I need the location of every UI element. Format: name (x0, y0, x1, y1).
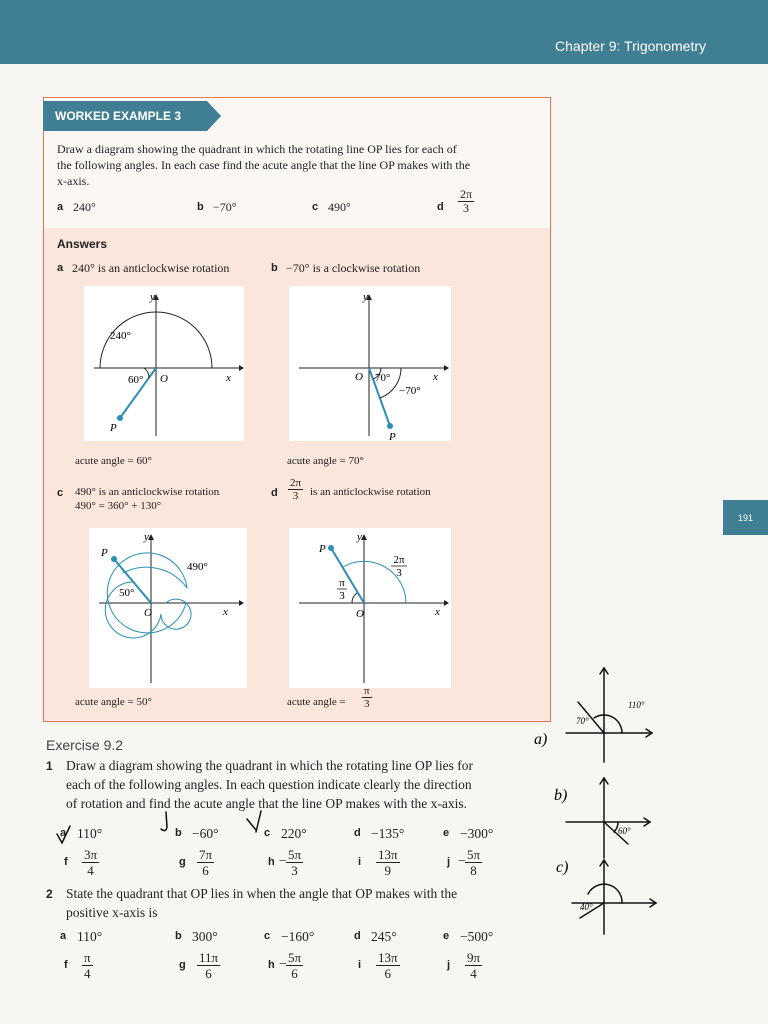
denominator: 3 (292, 490, 299, 502)
hw-note-a1: 110° (628, 700, 645, 710)
angle-acute-label: 50° (119, 587, 135, 599)
denominator: 6 (384, 966, 392, 981)
x-label: x (223, 606, 228, 618)
checkmark-icon (256, 811, 261, 832)
p-label: P (389, 431, 396, 441)
item-value: −60° (192, 826, 219, 841)
answer-a-text: 240° is an anticlockwise rotation (72, 261, 230, 275)
hw-label-c: c) (556, 859, 569, 876)
question-line-2: the following angles. In each case find the acute angle that the line OP makes with the (57, 158, 471, 172)
answer-c-text: 490° is an anticlockwise rotation (75, 486, 220, 498)
acute-num-label: π (339, 577, 345, 589)
item-value: −135° (371, 826, 405, 841)
item-sign: − (279, 853, 287, 868)
item-sign: − (279, 956, 287, 971)
question-line-1: Draw a diagram showing the quadrant in which the rotating line OP lies for each of (57, 142, 457, 156)
item-letter: f (64, 856, 68, 868)
page-number: 191 (723, 500, 768, 535)
answer-a-letter: a (57, 262, 64, 274)
rot-den-label: 3 (396, 567, 402, 579)
hw-note-b: 60° (618, 826, 631, 836)
part-a-letter: a (57, 201, 64, 213)
item-value: 110° (77, 826, 103, 841)
q1-line-2: each of the following angles. In each question indicate clearly the direction (66, 777, 472, 792)
item-letter: i (358, 959, 362, 971)
q1-line-3: of rotation and find the acute angle that the line OP makes with the x-axis. (66, 796, 468, 811)
answer-c-text2: 490° = 360° + 130° (75, 500, 162, 512)
y-label: y (144, 531, 149, 543)
q2-line-2: positive x-axis is (66, 905, 158, 920)
numerator: 2π (460, 187, 473, 201)
denominator: 4 (84, 966, 91, 981)
numerator: 13π (378, 950, 398, 965)
numerator: π (84, 950, 91, 965)
checkmark-icon (57, 826, 70, 843)
origin-label: O (356, 608, 364, 620)
denominator: 9 (384, 863, 392, 878)
numerator: 5π (288, 950, 302, 965)
x-label: x (226, 372, 231, 384)
item-letter: a (60, 930, 67, 942)
angle-big-label: 240° (110, 330, 131, 342)
item-value: 245° (371, 929, 397, 944)
y-label: y (357, 531, 362, 543)
item-letter: h (268, 959, 275, 971)
origin-label: O (160, 373, 168, 385)
item-letter: c (264, 827, 271, 839)
denominator: 6 (202, 863, 209, 878)
answer-b-text: −70° is a clockwise rotation (286, 261, 421, 275)
item-letter: e (443, 827, 450, 839)
item-letter: h (268, 856, 275, 868)
item-letter: b (175, 930, 182, 942)
x-label: x (435, 606, 440, 618)
hw-note-a2: 70° (576, 716, 589, 726)
y-label: y (363, 291, 368, 303)
numerator: 13π (378, 847, 398, 862)
q2-line-1: State the quadrant that OP lies in when the angle that OP makes with the (66, 886, 458, 901)
part-a-value: 240° (73, 200, 96, 214)
item-value: 110° (77, 929, 103, 944)
p-label: P (319, 543, 326, 555)
item-letter: d (354, 827, 361, 839)
item-letter: g (179, 959, 186, 971)
question-line-3: x-axis. (57, 174, 90, 188)
answer-b-letter: b (271, 262, 278, 274)
checkmark-icon (247, 819, 256, 830)
item-letter: b (175, 827, 182, 839)
answer-c-letter: c (57, 487, 64, 499)
worked-example-tab: WORKED EXAMPLE 3 (43, 101, 207, 131)
origin-label: O (355, 371, 363, 383)
numerator: 5π (467, 847, 481, 862)
q2-number: 2 (46, 887, 53, 901)
item-letter: j (447, 959, 451, 971)
item-sign: − (458, 853, 466, 868)
item-value: −160° (281, 929, 315, 944)
numerator: 11π (199, 950, 219, 965)
item-value: −500° (460, 929, 494, 944)
item-letter: a (60, 827, 67, 839)
x-label: x (433, 371, 438, 383)
item-letter: e (443, 930, 450, 942)
angle-rot-label: −70° (399, 385, 421, 397)
item-letter: c (264, 930, 271, 942)
item-letter: g (179, 856, 186, 868)
denominator: 8 (470, 863, 477, 878)
origin-label: O (144, 607, 152, 619)
exercise-title: Exercise 9.2 (46, 737, 124, 753)
numerator: π (364, 685, 370, 697)
part-d-letter: d (437, 201, 444, 213)
item-letter: f (64, 959, 68, 971)
rot-num-label: 2π (393, 554, 405, 566)
hw-label-a: a) (534, 731, 548, 748)
denominator: 6 (205, 966, 212, 981)
angle-big-label: 490° (187, 561, 208, 573)
part-c-letter: c (312, 201, 319, 213)
denominator: 3 (463, 201, 470, 215)
denominator: 3 (364, 698, 370, 710)
denominator: 3 (291, 863, 298, 878)
answer-d-text: is an anticlockwise rotation (310, 486, 431, 498)
answer-a-acute: acute angle = 60° (75, 455, 152, 467)
numerator: 9π (467, 950, 481, 965)
p-label: P (110, 422, 117, 434)
y-label: y (150, 291, 155, 303)
part-c-value: 490° (328, 200, 351, 214)
chapter-title: Chapter 9: Trigonometry (555, 38, 706, 54)
numerator: 3π (84, 847, 98, 862)
item-letter: j (447, 856, 451, 868)
q1-number: 1 (46, 759, 53, 773)
answers-title: Answers (57, 237, 108, 251)
item-value: −300° (460, 826, 494, 841)
denominator: 6 (291, 966, 298, 981)
denominator: 4 (87, 863, 94, 878)
q1-line-1: Draw a diagram showing the quadrant in which the rotating line OP lies for (66, 758, 474, 773)
part-b-letter: b (197, 201, 204, 213)
item-value: 220° (281, 826, 307, 841)
hw-label-b: b) (554, 787, 568, 804)
part-b-value: −70° (213, 200, 237, 214)
item-letter: i (358, 856, 362, 868)
angle-acute-label: 70° (375, 372, 391, 384)
p-label: P (101, 547, 108, 559)
answer-d-letter: d (271, 487, 278, 499)
denominator: 4 (470, 966, 477, 981)
numerator: 7π (199, 847, 213, 862)
hw-note-c: 40° (580, 902, 593, 912)
checkmark-icon (161, 812, 167, 831)
numerator: 5π (288, 847, 302, 862)
numerator: 2π (290, 477, 302, 489)
hw-rotation-arc (594, 715, 622, 733)
item-letter: d (354, 930, 361, 942)
angle-acute-label: 60° (128, 374, 144, 386)
answer-c-acute: acute angle = 50° (75, 696, 152, 708)
answer-b-acute: acute angle = 70° (287, 455, 364, 467)
acute-den-label: 3 (339, 590, 345, 602)
item-value: 300° (192, 929, 218, 944)
answer-d-acute-prefix: acute angle = (287, 696, 346, 708)
hw-rotation-arc (588, 884, 622, 903)
